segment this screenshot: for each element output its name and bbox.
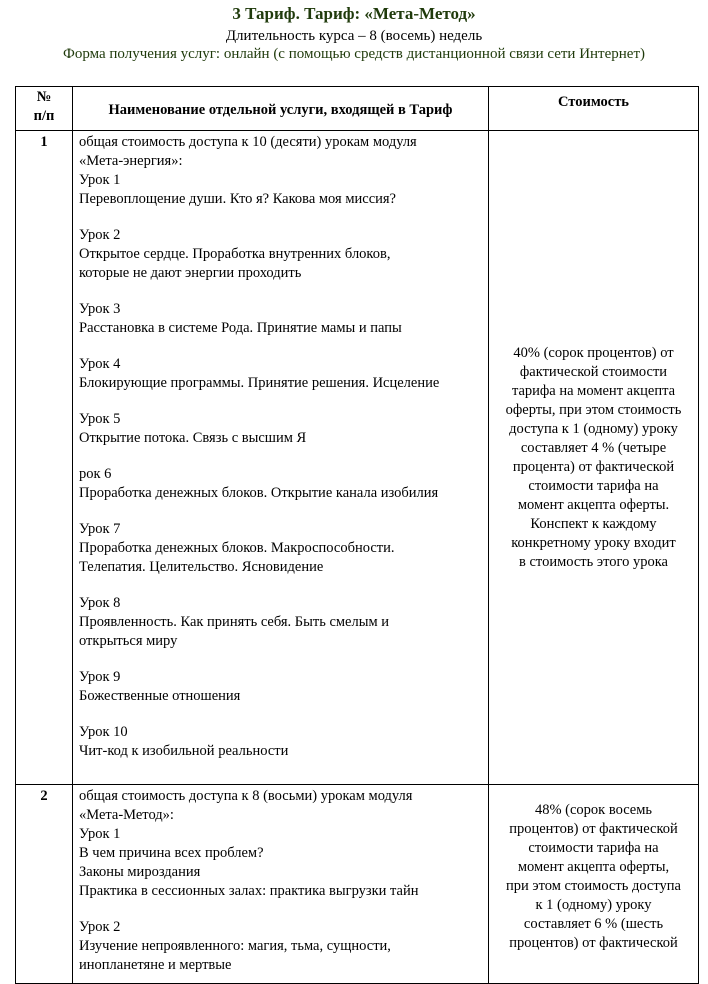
row-number: 2 xyxy=(16,785,73,984)
price-line: стоимости тарифа на xyxy=(528,477,659,494)
row-number: 1 xyxy=(16,131,73,785)
page-title: 3 Тариф. Тариф: «Мета-Метод» xyxy=(232,4,476,23)
price-line: 48% (сорок восемь xyxy=(534,802,653,818)
price-line: оферты, при этом стоимость xyxy=(505,401,682,418)
table-row xyxy=(16,785,699,984)
course-duration: Длительность курса – 8 (восемь) недель xyxy=(225,28,483,44)
table-row xyxy=(16,131,699,785)
price-line: момент акцепта оферты. xyxy=(517,496,670,513)
lesson-label: Урок 1 xyxy=(79,826,121,842)
price-line: доступа к 1 (одному) уроку xyxy=(509,420,678,437)
price-line: к 1 (одному) уроку xyxy=(535,897,652,913)
price-line: в стоимость этого урока xyxy=(519,553,668,570)
lesson-topic: Законы мироздания xyxy=(79,864,201,880)
lesson-topic: Изучение непроявленного: магия, тьма, сущности, xyxy=(79,938,391,954)
service-description xyxy=(73,131,489,785)
lesson-topic: инопланетяне и мертвые xyxy=(79,957,232,973)
lesson-topic: Телепатия. Целительство. Ясновидение xyxy=(79,559,324,575)
module-name: «Мета-Метод»: xyxy=(79,807,174,823)
table-header-row xyxy=(16,87,699,131)
service-intro: общая стоимость доступа к 8 (восьми) урокам модуля xyxy=(79,788,413,804)
lesson-topic: Божественные отношения xyxy=(79,688,241,704)
price-line: при этом стоимость доступа xyxy=(506,878,681,894)
lesson-topic: открыться миру xyxy=(79,633,178,649)
lesson-label: Урок 4 xyxy=(79,356,121,372)
lesson-topic: Открытие потока. Связь с высшим Я xyxy=(79,430,307,446)
lesson-topic: Практика в сессионных залах: практика выгрузки тайн xyxy=(79,883,419,899)
service-form: Форма получения услуг: онлайн (с помощью средств дистанционной связи сети Интернет) xyxy=(62,46,646,62)
lesson-topic: Проработка денежных блоков. Макроспособности. xyxy=(79,540,395,556)
header-service-name: Наименование отдельной услуги, входящей в Тариф xyxy=(73,87,489,131)
lesson-topic: Расстановка в системе Рода. Принятие мамы и папы xyxy=(79,320,402,336)
lesson-label: Урок 5 xyxy=(79,411,121,427)
header-number-line2: п/п xyxy=(33,108,55,124)
lesson-label: Урок 1 xyxy=(79,172,121,188)
lesson-topic: Проявленность. Как принять себя. Быть смелым и xyxy=(79,614,390,630)
lesson-topic: Перевоплощение души. Кто я? Какова моя миссия? xyxy=(79,191,396,207)
lesson-label: Урок 10 xyxy=(79,724,128,740)
lesson-label: Урок 2 xyxy=(79,227,121,243)
tariff-table xyxy=(15,86,699,984)
lesson-topic: Проработка денежных блоков. Открытие канала изобилия xyxy=(79,485,439,501)
module-name: «Мета-энергия»: xyxy=(79,153,183,169)
price-line: составляет 6 % (шесть xyxy=(523,916,664,932)
price-line: процента) от фактической xyxy=(512,458,675,475)
header-cost: Стоимость xyxy=(489,87,699,131)
price-line: составляет 4 % (четыре xyxy=(520,439,667,456)
price-line: момент акцепта оферты, xyxy=(517,859,670,875)
lesson-topic: которые не дают энергии проходить xyxy=(79,265,302,281)
service-price xyxy=(489,131,699,785)
service-intro: общая стоимость доступа к 10 (десяти) урокам модуля xyxy=(79,134,417,150)
header-number xyxy=(16,87,73,131)
price-line: процентов) от фактической xyxy=(509,821,678,837)
lesson-topic: Открытое сердце. Проработка внутренних блоков, xyxy=(79,246,391,262)
price-line: 40% (сорок процентов) от xyxy=(513,344,674,361)
lesson-label: Урок 7 xyxy=(79,521,121,537)
price-line: Конспект к каждому xyxy=(530,515,657,532)
price-line: конкретному уроку входит xyxy=(511,534,676,551)
lesson-label: рок 6 xyxy=(79,466,112,482)
lesson-topic: В чем причина всех проблем? xyxy=(79,845,264,861)
lesson-topic: Блокирующие программы. Принятие решения. Исцеление xyxy=(79,375,440,391)
price-line: тарифа на момент акцепта xyxy=(511,382,676,399)
lesson-topic: Чит-код к изобильной реальности xyxy=(79,743,289,759)
service-description xyxy=(73,785,489,984)
lesson-label: Урок 8 xyxy=(79,595,121,611)
lesson-label: Урок 3 xyxy=(79,301,121,317)
lesson-label: Урок 9 xyxy=(79,669,121,685)
header-number-line1: № xyxy=(36,89,52,105)
price-line: процентов) от фактической xyxy=(509,935,678,951)
lesson-label: Урок 2 xyxy=(79,919,121,935)
price-line: фактической стоимости xyxy=(519,363,668,380)
service-price xyxy=(489,785,699,984)
price-line: стоимости тарифа на xyxy=(528,840,659,856)
